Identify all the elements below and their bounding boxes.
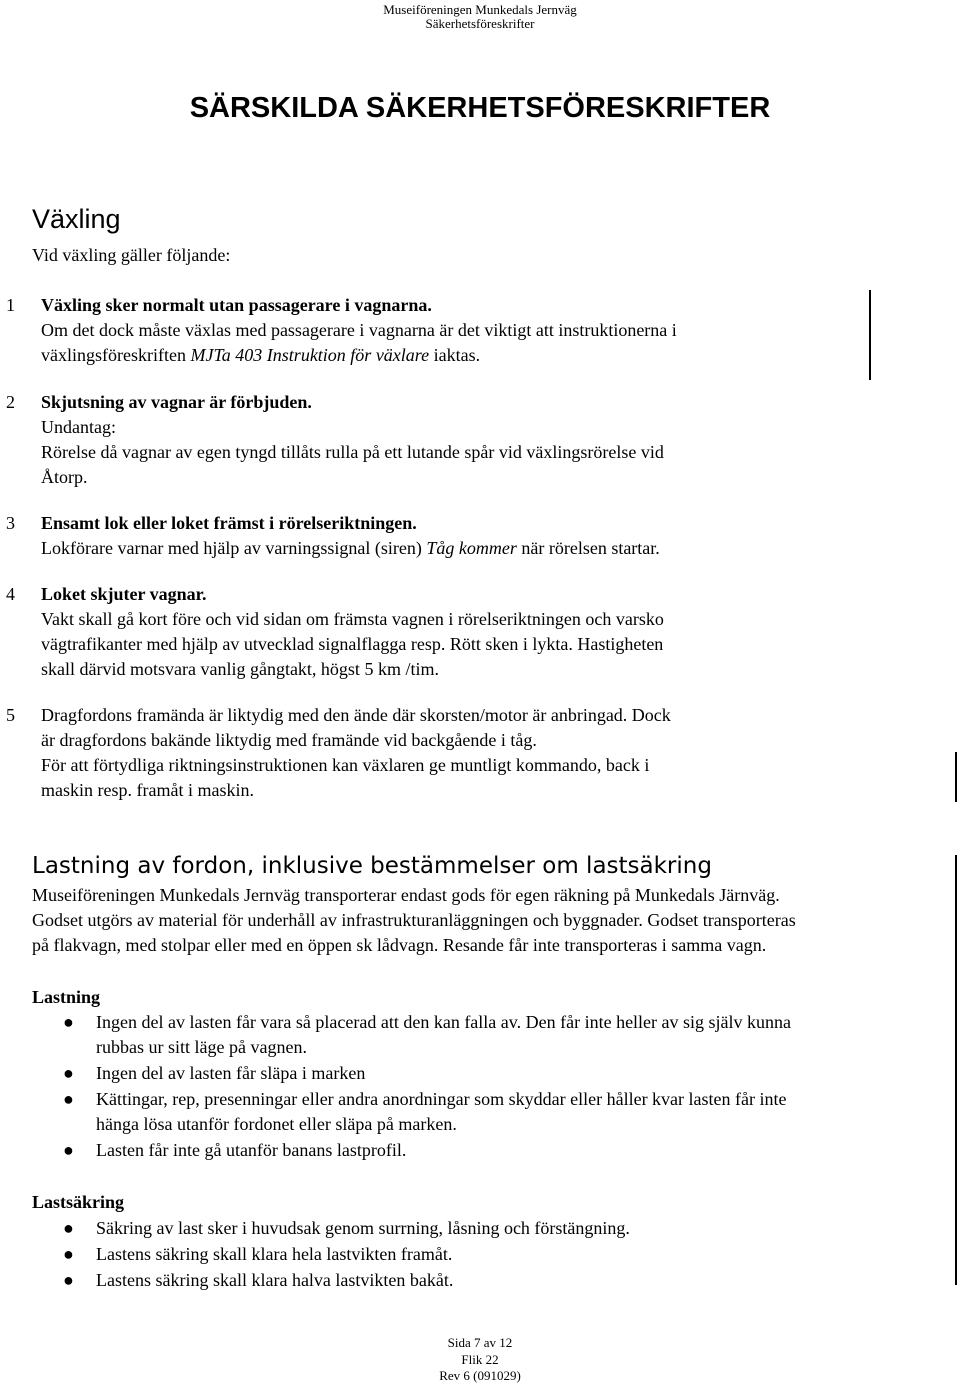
bullet-icon: ● [63,1270,74,1290]
bullet-text: hänga lösa utanför fordonet eller släpa på marken. [96,1114,457,1134]
paragraph-line: på flakvagn, med stolpar eller med en öppen sk lådvagn. Resande får inte transporteras i samma vagn. [32,935,767,955]
header-line-org: Museiföreningen Munkedals Jernväg [383,2,577,17]
item-text: Dragfordons framända är liktydig med den ände där skorsten/motor är anbringad. Dock [41,705,671,725]
item-text [41,343,841,369]
section-heading-vaxling: Växling [32,204,121,234]
bullet-icon: ● [63,1063,74,1083]
item-number: 4 [6,584,15,604]
item-text: Åtorp. [41,467,88,487]
footer-page-number: Sida 7 av 12 [447,1335,513,1350]
paragraph-line: Museiföreningen Munkedals Jernväg transporterar endast gods för egen räkning på Munkedals Järnväg. [32,885,780,905]
item-text: Vakt skall gå kort före och vid sidan om främsta vagnen i rörelseriktningen och varsko [41,609,664,629]
text-span: när rörelsen startar. [516,538,660,558]
page-title: SÄRSKILDA SÄKERHETSFÖRESKRIFTER [189,92,771,124]
bullet-icon: ● [63,1140,74,1160]
revision-change-bar [869,290,871,380]
text-span: Lokförare varnar med hjälp av varningssignal (siren) [41,538,427,558]
bullet-text: Lasten får inte gå utanför banans lastprofil. [96,1140,407,1160]
signal-name: Tåg kommer [426,538,517,558]
footer-revision: Rev 6 (091029) [439,1368,521,1383]
bullet-icon: ● [63,1218,74,1238]
bullet-icon: ● [63,1244,74,1264]
item-title: Loket skjuter vagnar. [41,584,207,604]
bullet-text: Säkring av last sker i huvudsak genom surrning, låsning och förstängning. [96,1218,630,1238]
item-text: Rörelse då vagnar av egen tyngd tillåts rulla på ett lutande spår vid växlingsrörelse vid [41,442,664,462]
header-line-doc: Säkerhetsföreskrifter [425,16,535,31]
item-number: 2 [6,392,15,412]
bullet-text: Lastens säkring skall klara halva lastvikten bakåt. [96,1270,454,1290]
vaxling-intro: Vid växling gäller följande: [32,245,231,265]
item-text: skall därvid motsvara vanlig gångtakt, högst 5 km /tim. [41,659,439,679]
bullet-text: Ingen del av lasten får vara så placerad att den kan falla av. Den får inte heller av sig själv kunna [96,1012,792,1032]
item-text: maskin resp. framåt i maskin. [41,780,254,800]
text-span: växlingsföreskriften [41,345,191,365]
item-number: 5 [6,705,15,725]
paragraph-line: Godset utgörs av material för underhåll av infrastrukturanläggningen och byggnader. Godset transporteras [32,910,796,930]
item-title: Ensamt lok eller loket främst i rörelseriktningen. [41,513,417,533]
item-text: För att förtydliga riktningsinstruktionen kan växlaren ge muntligt kommando, back i [41,755,650,775]
bullet-text: Kättingar, rep, presenningar eller andra anordningar som skyddar eller håller kvar lasten får inte [96,1089,787,1109]
document-reference: MJTa 403 Instruktion för växlare [190,345,430,365]
item-title: Skjutsning av vagnar är förbjuden. [41,392,312,412]
bullet-text: Ingen del av lasten får släpa i marken [96,1063,366,1083]
bullet-text: rubbas ur sitt läge på vagnen. [96,1037,307,1057]
item-text: är dragfordons bakände liktydig med framände vid backgående i tåg. [41,730,537,750]
item-number: 3 [6,513,15,533]
item-title: Växling sker normalt utan passagerare i vagnarna. [41,295,432,315]
item-text [41,536,841,562]
subheading-lastning: Lastning [32,987,101,1007]
revision-change-bar [955,752,957,802]
bullet-icon: ● [63,1012,74,1032]
bullet-icon: ● [63,1089,74,1109]
item-text: Om det dock måste växlas med passagerare i vagnarna är det viktigt att instruktionerna i [41,320,677,340]
section-heading-lastning-av-fordon: Lastning av fordon, inklusive bestämmelser om lastsäkring [32,853,712,879]
revision-change-bar [955,855,957,1285]
subheading-lastsakring: Lastsäkring [32,1192,125,1212]
item-text: vägtrafikanter med hjälp av utvecklad signalflagga resp. Rött sken i lykta. Hastigheten [41,634,664,654]
bullet-text: Lastens säkring skall klara hela lastvikten framåt. [96,1244,453,1264]
text-span: iaktas. [429,345,481,365]
item-text: Undantag: [41,417,116,437]
footer-flik: Flik 22 [461,1352,499,1367]
item-number: 1 [6,295,15,315]
